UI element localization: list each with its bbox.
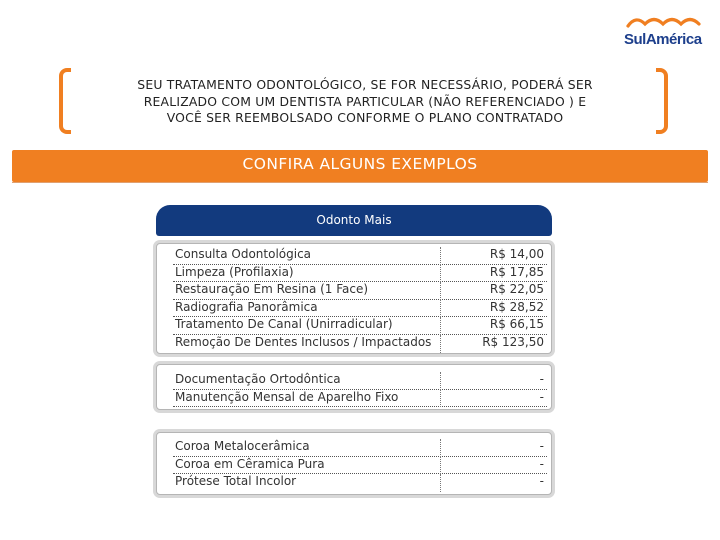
notice-line: REALIZADO COM UM DENTISTA PARTICULAR (NÃO REFERENCIADO ) E	[143, 93, 587, 109]
table-row	[173, 335, 547, 353]
procedure-price: R$ 22,05	[489, 282, 544, 297]
logo-swoosh-icon	[626, 14, 706, 28]
examples-banner-title: CONFIRA ALGUNS EXEMPLOS	[242, 155, 478, 173]
procedure-group-prosthetics	[156, 432, 552, 495]
procedure-name: Restauração Em Resina (1 Face)	[175, 282, 369, 297]
reimbursement-notice	[76, 77, 654, 127]
procedure-name: Coroa Metalocerâmica	[175, 439, 310, 453]
table-row	[173, 390, 547, 408]
left-bracket-decoration	[59, 68, 71, 134]
notice-line: VOCÊ SER REEMBOLSADO CONFORME O PLANO CONTRATADO	[166, 110, 564, 125]
right-bracket-decoration	[656, 68, 668, 134]
table-row	[173, 247, 547, 265]
procedure-name: Prótese Total Incolor	[175, 474, 297, 489]
procedure-group-basic	[156, 243, 552, 354]
procedure-name: Limpeza (Profilaxia)	[175, 264, 294, 279]
procedure-name: Documentação Ortodôntica	[175, 372, 341, 386]
procedure-name: Remoção De Dentes Inclusos / Impactados	[175, 335, 432, 349]
logo-wordmark: SulAmérica	[624, 31, 702, 48]
procedure-price: -	[539, 389, 544, 404]
table-row	[173, 372, 547, 390]
procedure-price: R$ 28,52	[489, 299, 544, 314]
procedure-price: R$ 66,15	[489, 317, 544, 332]
banner-divider	[12, 182, 708, 183]
table-row	[173, 474, 547, 492]
procedure-name: Radiografia Panorâmica	[175, 299, 318, 314]
procedure-price: -	[539, 439, 544, 453]
procedure-price: R$ 123,50	[482, 335, 544, 349]
table-row	[173, 265, 547, 283]
procedure-price: -	[539, 456, 544, 471]
table-row	[173, 317, 547, 335]
procedure-price: -	[539, 474, 544, 489]
procedure-price: -	[539, 372, 544, 386]
plan-header: Odonto Mais	[156, 205, 552, 236]
sulamerica-logo	[624, 14, 708, 48]
procedure-name: Manutenção Mensal de Aparelho Fixo	[175, 389, 399, 404]
procedure-price: R$ 14,00	[489, 247, 544, 261]
table-row	[173, 439, 547, 457]
notice-line: SEU TRATAMENTO ODONTOLÓGICO, SE FOR NECESSÁRIO, PODERÁ SER	[137, 77, 593, 92]
table-row	[173, 282, 547, 300]
procedure-name: Coroa em Cêramica Pura	[175, 456, 325, 471]
table-row	[173, 300, 547, 318]
procedure-name: Tratamento De Canal (Unirradicular)	[175, 317, 393, 332]
procedure-price: R$ 17,85	[489, 264, 544, 279]
procedure-group-orthodontics	[156, 364, 552, 410]
procedure-name: Consulta Odontológica	[175, 247, 312, 261]
table-row	[173, 457, 547, 475]
